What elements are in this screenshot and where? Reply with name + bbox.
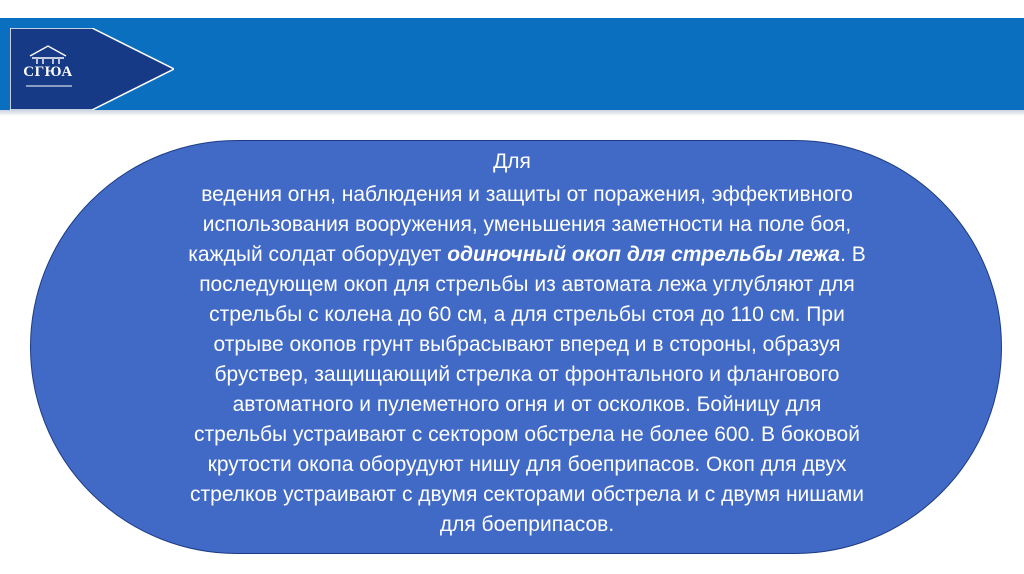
body-line: автоматного и пулеметного огня и от осколков. Бойницу для xyxy=(232,393,822,416)
body-line: отрыве окопов грунт выбрасывают вперед и в стороны, образуя xyxy=(213,333,841,356)
body-text: каждый солдат оборудует xyxy=(188,243,448,266)
header-shadow xyxy=(0,110,1024,116)
body-line xyxy=(112,240,942,270)
body-line: последующем окоп для стрельбы из автомата лежа углубляют для xyxy=(199,273,855,296)
body-line: использования вооружения, уменьшения заметности на поле боя, xyxy=(202,213,852,236)
body-line: крутости окопа оборудуют нишу для боеприпасов. Окоп для двух xyxy=(207,453,847,476)
body-line: стрельбы устраивают с сектором обстрела не более 600. В боковой xyxy=(194,423,860,446)
body-line: ведения огня, наблюдения и защиты от поражения, эффективного xyxy=(201,183,853,206)
body-line: бруствер, защищающий стрелка от фронтального и флангового xyxy=(214,363,840,386)
emphasized-term: одиночный окоп для стрельбы лежа xyxy=(447,243,841,266)
logo-text: СГЮА xyxy=(23,64,73,80)
body-line: для боеприпасов. xyxy=(439,513,615,536)
panel-heading: Для xyxy=(493,150,531,173)
body-text: . В xyxy=(840,243,866,266)
body-line: стрельбы с колена до 60 см, а для стрельбы стоя до 110 см. При xyxy=(209,303,845,326)
body-line: стрелков устраивают с двумя секторами обстрела и с двумя нишами xyxy=(190,483,864,506)
panel-body xyxy=(112,180,942,540)
